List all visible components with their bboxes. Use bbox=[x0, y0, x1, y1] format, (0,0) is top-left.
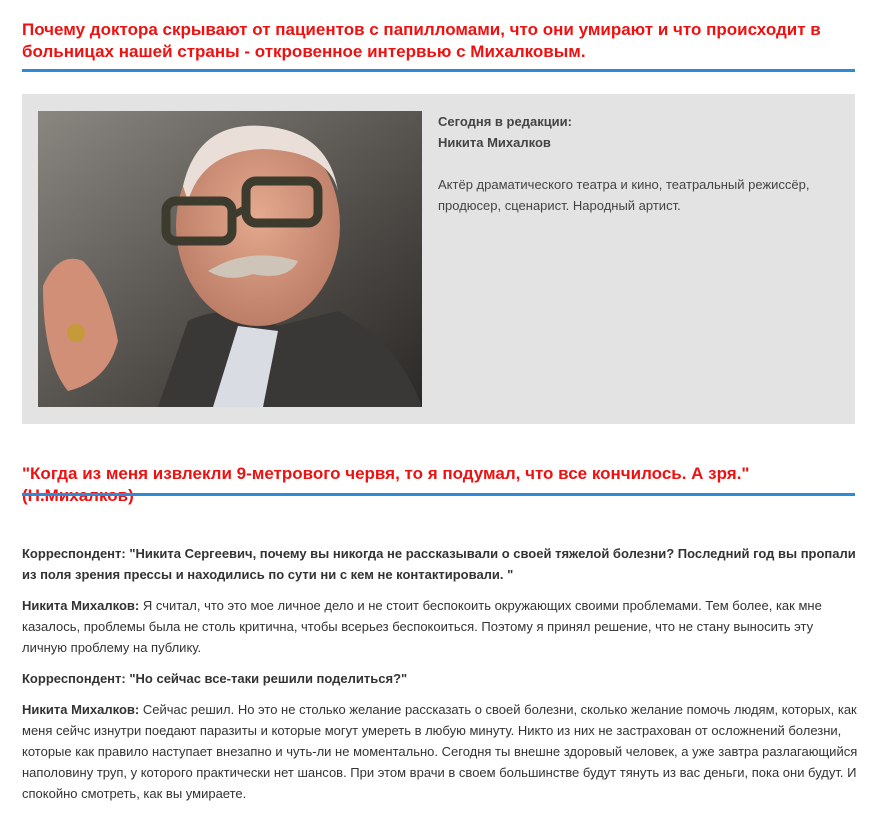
paragraph-text: Я считал, что это мое личное дело и не стоит беспокоить окружающих своими проблемами. Тем более, как мне казалось, проблемы была не столь критична, чтобы всерьез беспокоиться. Поэтому я принял решение, что не стану выносить эту личную проблему на публику. bbox=[22, 598, 822, 655]
pull-quote: "Когда из меня извлекли 9-метрового червя, то я подумал, что все кончилось. А зря." bbox=[22, 464, 750, 483]
speaker-label: Никита Михалков: bbox=[22, 598, 140, 613]
article-headline: Почему доктора скрывают от пациентов с папилломами, что они умирают и что происходит в больницах нашей страны - откровенное интервью с Михалковым. bbox=[22, 20, 821, 61]
paragraph-text: "Но сейчас все-таки решили поделиться?" bbox=[129, 671, 408, 686]
speaker-label: Корреспондент: bbox=[22, 671, 126, 686]
guest-profile-box bbox=[22, 94, 855, 424]
interview-paragraph bbox=[22, 699, 858, 804]
headline-divider bbox=[22, 69, 855, 72]
interview-paragraph bbox=[22, 595, 858, 658]
guest-photo bbox=[38, 111, 422, 407]
paragraph-text: Сейчас решил. Но это не столько желание рассказать о своей болезни, сколько желание помочь людям, которых, как меня сейчс изнутри поедают паразиты и которые могут умереть в любую минуту. Никто из них не застрахован от осложнений болезни, которые как правило наступает внезапно и чуть-ли не моментально. Сегодня ты внешне здоровый человек, а уже завтра разлагающийся наполовину труп, у которого практически нет шансов. При этом врачи в своем большинстве будут тянуть из вас деньги, пока они будут. И спокойно смотреть, как вы умираете. bbox=[22, 702, 858, 801]
quote-divider bbox=[22, 493, 855, 496]
speaker-label: Корреспондент: bbox=[22, 546, 126, 561]
guest-name: Никита Михалков bbox=[438, 135, 551, 150]
interview-body bbox=[22, 543, 858, 814]
guest-description: Актёр драматического театра и кино, театральный режиссёр, продюсер, сценарист. Народный артист. bbox=[438, 177, 810, 213]
interview-paragraph bbox=[22, 668, 858, 689]
speaker-label: Никита Михалков: bbox=[22, 702, 140, 717]
paragraph-text: "Никита Сергеевич, почему вы никогда не рассказывали о своей тяжелой болезни? Последний год вы пропали из поля зрения прессы и находились по сути ни с кем не контактировали. " bbox=[22, 546, 856, 582]
guest-info bbox=[438, 111, 838, 216]
interview-paragraph bbox=[22, 543, 858, 585]
today-label: Сегодня в редакции: bbox=[438, 114, 572, 129]
